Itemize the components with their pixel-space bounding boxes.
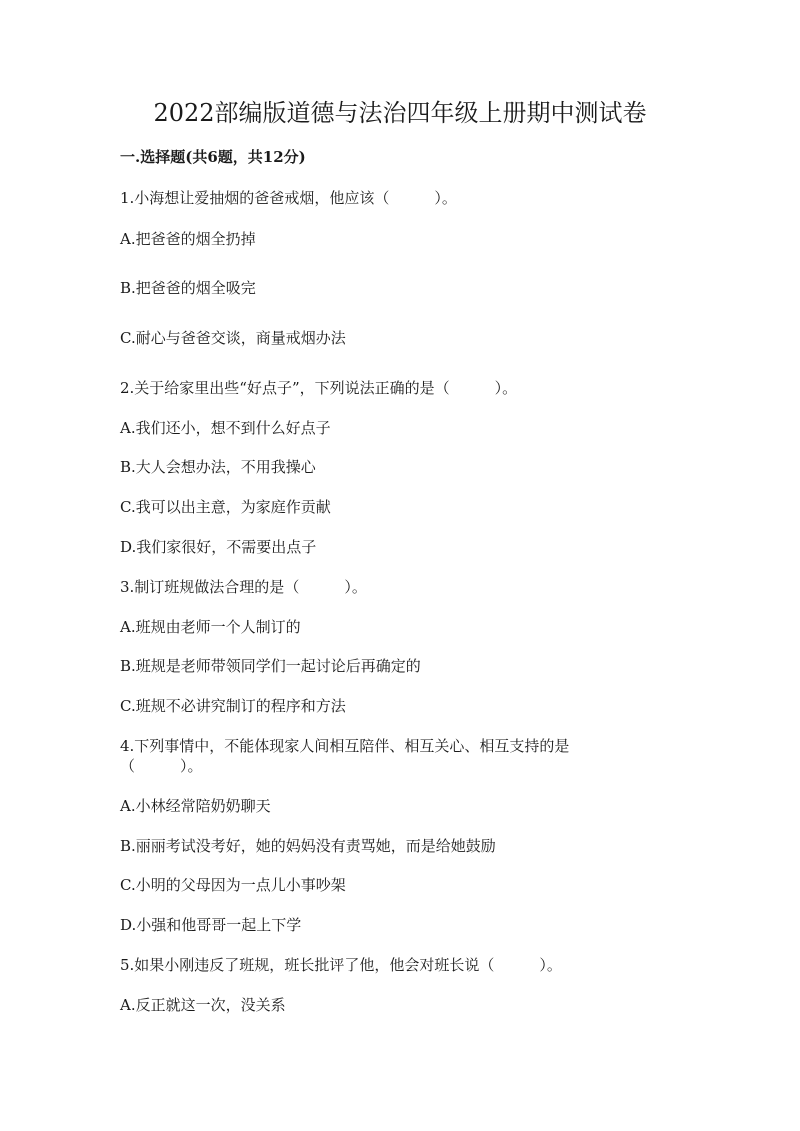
question-2-option-a: A.我们还小，想不到什么好点子 bbox=[120, 419, 331, 437]
question-4-option-b: B.丽丽考试没考好，她的妈妈没有责骂她，而是给她鼓励 bbox=[120, 837, 496, 855]
section-heading: 一.选择题(共6题，共12分) bbox=[120, 148, 306, 166]
question-4-stem-continued: （ ）。 bbox=[120, 757, 203, 775]
question-1-option-c: C.耐心与爸爸交谈，商量戒烟办法 bbox=[120, 329, 346, 347]
question-4-option-d: D.小强和他哥哥一起上下学 bbox=[120, 916, 302, 934]
question-3-option-a: A.班规由老师一个人制订的 bbox=[120, 618, 301, 636]
question-5-option-a: A.反正就这一次，没关系 bbox=[120, 996, 286, 1014]
question-2-option-b: B.大人会想办法，不用我操心 bbox=[120, 458, 316, 476]
question-5-stem: 5.如果小刚违反了班规，班长批评了他，他会对班长说（ ）。 bbox=[120, 956, 562, 974]
question-1-option-b: B.把爸爸的烟全吸完 bbox=[120, 279, 256, 297]
question-3-option-b: B.班规是老师带领同学们一起讨论后再确定的 bbox=[120, 657, 421, 675]
question-2-stem: 2.关于给家里出些“好点子”，下列说法正确的是（ ）。 bbox=[120, 379, 518, 397]
question-1-option-a: A.把爸爸的烟全扔掉 bbox=[120, 230, 256, 248]
question-3-stem: 3.制订班规做法合理的是（ ）。 bbox=[120, 578, 367, 596]
question-4-option-c: C.小明的父母因为一点儿小事吵架 bbox=[120, 876, 346, 894]
question-1-stem: 1.小海想让爱抽烟的爸爸戒烟，他应该（ ）。 bbox=[120, 189, 457, 207]
question-4-option-a: A.小林经常陪奶奶聊天 bbox=[120, 797, 271, 815]
question-2-option-c: C.我可以出主意，为家庭作贡献 bbox=[120, 498, 331, 516]
page-title: 2022部编版道德与法治四年级上册期中测试卷 bbox=[153, 99, 647, 127]
question-3-option-c: C.班规不必讲究制订的程序和方法 bbox=[120, 697, 346, 715]
question-4-stem: 4.下列事情中，不能体现家人间相互陪伴、相互关心、相互支持的是 bbox=[120, 737, 570, 755]
question-2-option-d: D.我们家很好，不需要出点子 bbox=[120, 538, 317, 556]
